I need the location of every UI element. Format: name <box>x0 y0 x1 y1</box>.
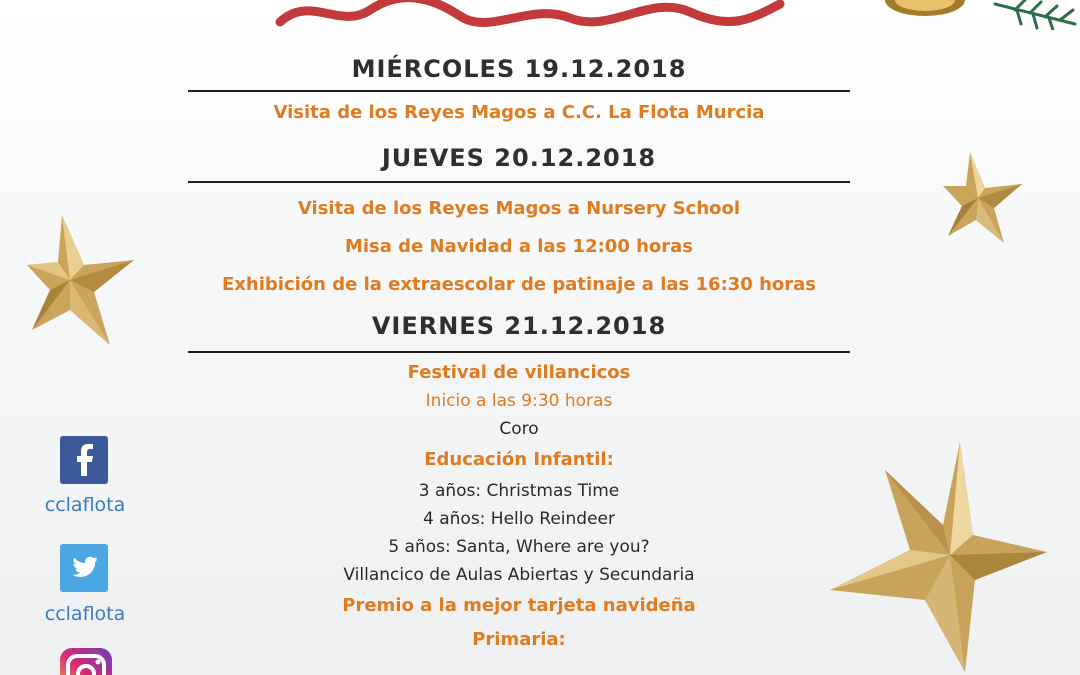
twitter-handle[interactable]: cclaflota <box>44 603 126 625</box>
divider <box>188 181 850 183</box>
song-line: 5 años: Santa, Where are you? <box>388 537 650 557</box>
day-section-thursday <box>188 143 850 297</box>
ornament-bulb-icon <box>880 0 970 20</box>
event-subheading: Primaria: <box>472 629 566 650</box>
event-line: Exhibición de la extraescolar de patinaje a las 16:30 horas <box>222 274 816 295</box>
event-time: Inicio a las 9:30 horas <box>425 391 613 411</box>
event-subheading: Educación Infantil: <box>424 449 614 470</box>
event-line: Coro <box>499 419 539 439</box>
day-heading: JUEVES 20.12.2018 <box>381 144 657 172</box>
twitter-icon[interactable] <box>60 544 108 592</box>
day-section-friday <box>188 311 850 652</box>
gold-star-icon <box>22 210 142 350</box>
event-line: Misa de Navidad a las 12:00 horas <box>344 236 694 257</box>
day-heading: VIERNES 21.12.2018 <box>371 312 667 340</box>
divider <box>188 90 850 92</box>
divider <box>188 351 850 353</box>
gold-star-icon-large <box>825 440 1050 675</box>
day-section-wednesday <box>188 54 850 125</box>
event-line: Visita de los Reyes Magos a C.C. La Flota Murcia <box>273 102 765 123</box>
instagram-icon[interactable] <box>60 648 112 675</box>
title-script-decoration <box>270 0 790 28</box>
event-line: Premio a la mejor tarjeta navideña <box>342 595 696 616</box>
event-line: Festival de villancicos <box>407 362 631 383</box>
facebook-handle[interactable]: cclaflota <box>44 494 126 516</box>
day-heading: MIÉRCOLES 19.12.2018 <box>351 55 687 83</box>
song-line: Villancico de Aulas Abiertas y Secundaria <box>343 565 695 585</box>
event-line: Visita de los Reyes Magos a Nursery School <box>297 198 741 219</box>
pine-branch-icon <box>985 0 1080 30</box>
facebook-icon[interactable] <box>60 436 108 484</box>
song-line: 4 años: Hello Reindeer <box>423 509 615 529</box>
song-line: 3 años: Christmas Time <box>418 481 620 501</box>
gold-star-icon-small <box>940 150 1025 245</box>
